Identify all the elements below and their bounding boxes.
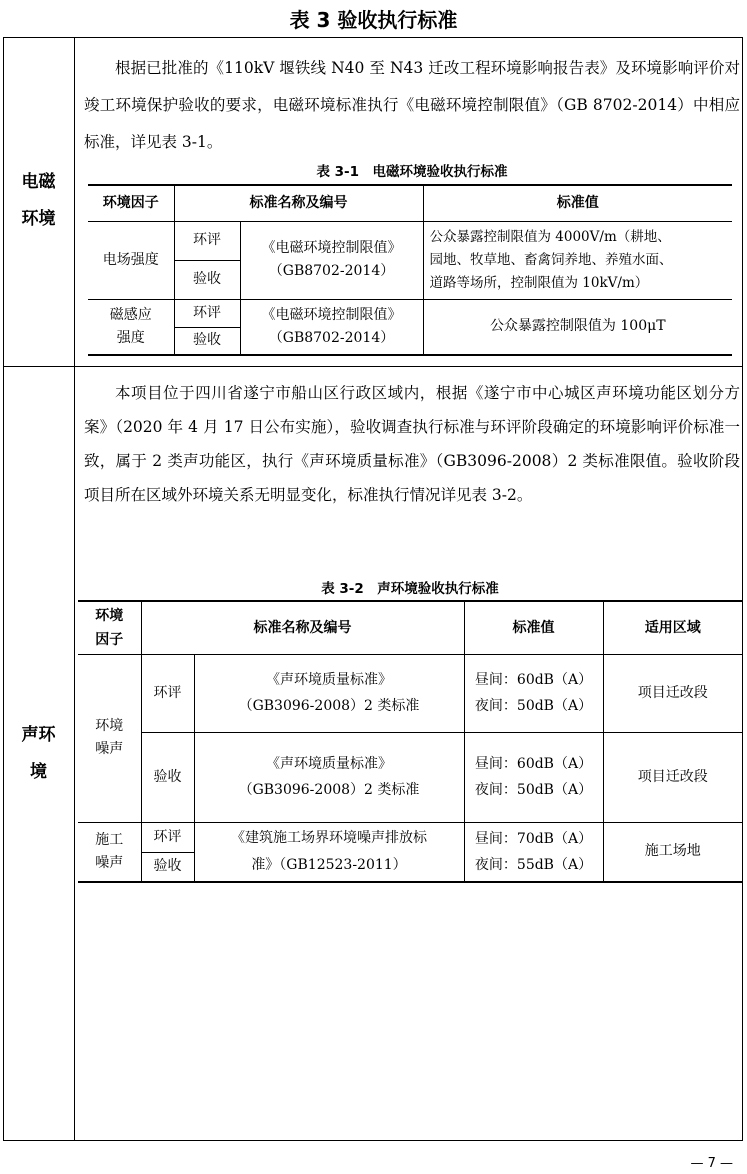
table-3-1 (88, 184, 732, 356)
section-label-noise: 声环 境 (21, 725, 56, 782)
applicable-area: 项目迁改段 (603, 654, 742, 732)
factor-construction-noise: 施工 噪声 (78, 822, 141, 882)
header-factor: 环境因子 (88, 185, 174, 221)
table-3-2-title: 表 3-2 声环境验收执行标准 (321, 581, 499, 597)
standard-name: 《声环境质量标准》 （GB3096-2008）2 类标准 (194, 654, 464, 732)
em-paragraph: 根据已批准的《110kV 堰铁线 N40 至 N43 迁改工程环境影响报告表》及环境影响评价对竣工环境保护验收的要求，电磁环境标准执行《电磁环境控制限值》（GB 8702-2014）中相应标准，详见表 3-1。 (84, 59, 740, 151)
standard-name: 《建筑施工场界环境噪声排放标 准》（GB12523-2011） (194, 822, 464, 882)
factor-environmental-noise: 环境 噪声 (78, 654, 141, 822)
stage-eia: 环评 (174, 221, 240, 260)
stage-eia: 环评 (174, 299, 240, 327)
header-value: 标准值 (464, 601, 603, 654)
page-number: — 7 — (690, 1156, 733, 1171)
factor-electric-field: 电场强度 (88, 221, 174, 299)
limit-value: 公众暴露控制限值为 100μT (423, 299, 732, 355)
header-area: 适用区域 (603, 601, 742, 654)
header-standard: 标准名称及编号 (141, 601, 464, 654)
limit-value: 昼间：60dB（A） 夜间：50dB（A） (464, 732, 603, 822)
standard-name: 《电磁环境控制限值》 （GB8702-2014） (240, 221, 423, 299)
table-3-2 (78, 600, 742, 883)
stage-acceptance: 验收 (174, 260, 240, 299)
header-factor: 环境 因子 (78, 601, 141, 654)
stage-acceptance: 验收 (141, 852, 194, 882)
section-divider (3, 366, 743, 367)
header-standard: 标准名称及编号 (174, 185, 423, 221)
table-3-1-title: 表 3-1 电磁环境验收执行标准 (316, 164, 508, 180)
standard-name: 《声环境质量标准》 （GB3096-2008）2 类标准 (194, 732, 464, 822)
stage-acceptance: 验收 (174, 327, 240, 355)
page-title: 表 3 验收执行标准 (289, 8, 458, 32)
stage-eia: 环评 (141, 822, 194, 852)
factor-magnetic-induction: 磁感应 强度 (88, 299, 174, 355)
section-label-em: 电磁 环境 (21, 172, 56, 229)
limit-value: 昼间：60dB（A） 夜间：50dB（A） (464, 654, 603, 732)
applicable-area: 施工场地 (603, 822, 742, 882)
applicable-area: 项目迁改段 (603, 732, 742, 822)
limit-value: 公众暴露控制限值为 4000V/m（耕地、 园地、牧草地、畜禽饲养地、养殖水面、 道路等场所，控制限值为 10kV/m） (423, 221, 732, 299)
standard-name: 《电磁环境控制限值》 （GB8702-2014） (240, 299, 423, 355)
header-value: 标准值 (423, 185, 732, 221)
column-divider (74, 37, 75, 1141)
stage-eia: 环评 (141, 654, 194, 732)
stage-acceptance: 验收 (141, 732, 194, 822)
noise-paragraph: 本项目位于四川省遂宁市船山区行政区域内，根据《遂宁市中心城区声环境功能区划分方案》（2020 年 4 月 17 日公布实施），验收调查执行标准与环评阶段确定的环境影响评价标准一致，属于 2 类声功能区，执行《声环境质量标准》（GB3096-2008）2 类标准限值。验收阶段项目所在区域外环境关系无明显变化，标准执行情况详见表 3-2。 (84, 384, 740, 504)
limit-value: 昼间：70dB（A） 夜间：55dB（A） (464, 822, 603, 882)
